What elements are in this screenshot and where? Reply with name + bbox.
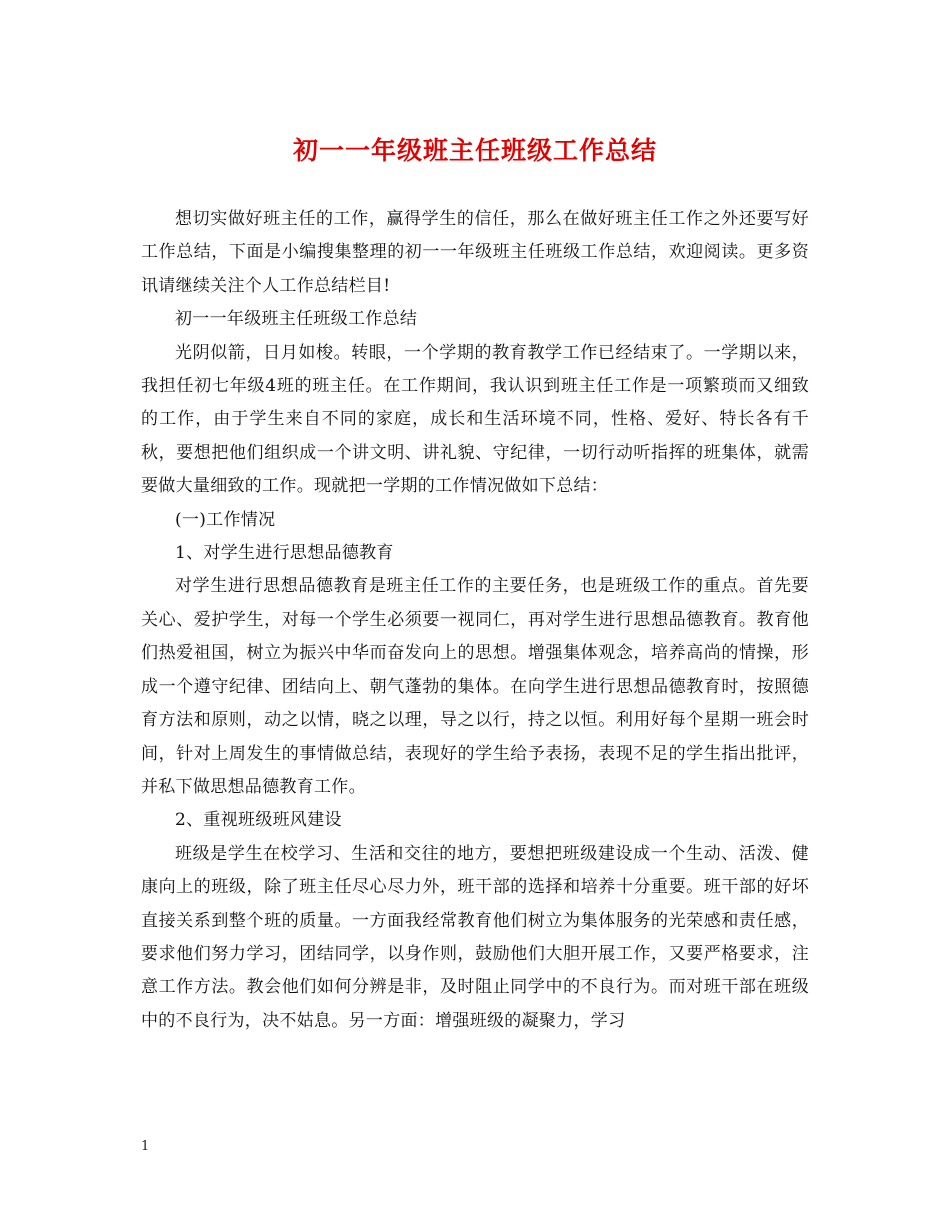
opening-paragraph: 光阴似箭，日月如梭。转眼，一个学期的教育教学工作已经结束了。一学期以来，我担任初七年级4班的班主任。在工作期间，我认识到班主任工作是一项繁琐而又细致的工作，由于学生来自不同的家庭，成长和生活环境不同，性格、爱好、特长各有千秋，要想把他们组织成一个讲文明、讲礼貌、守纪律，一切行动听指挥的班集体，就需要做大量细致的工作。现就把一学期的工作情况做如下总结： [141,342,809,497]
page-number: 1 [141,1139,150,1154]
document-title: 初一一年级班主任班级工作总结 [292,136,657,165]
class-culture-paragraph: 班级是学生在校学习、生活和交往的地方，要想把班级建设成一个生动、活泼、健康向上的班级，除了班主任尽心尽力外，班干部的选择和培养十分重要。班干部的好坏直接关系到整个班的质量。一方面我经常教育他们树立为集体服务的光荣感和责任感，要求他们努力学习，团结同学，以身作则，鼓励他们大胆开展工作，又要严格要求，注意工作方法。教会他们如何分辨是非，及时阻止同学中的不良行为。而对班干部在班级中的不良行为，决不姑息。另一方面：增强班级的凝聚力，学习 [141,843,809,1031]
subsection-heading-work-status: (一)工作情况 [175,509,276,530]
intro-paragraph: 想切实做好班主任的工作，赢得学生的信任，那么在做好班主任工作之外还要写好工作总结，下面是小编搜集整理的初一一年级班主任班级工作总结，欢迎阅读。更多资讯请继续关注个人工作总结栏目! [141,209,809,296]
document-body [141,203,809,1038]
moral-education-paragraph: 对学生进行思想品德教育是班主任工作的主要任务，也是班级工作的重点。首先要关心、爱护学生，对每一个学生必须要一视同仁，再对学生进行思想品德教育。教育他们热爱祖国，树立为振兴中华而奋发向上的思想。增强集体观念，培养高尚的情操，形成一个遵守纪律、团结向上、朝气蓬勃的集体。在向学生进行思想品德教育时，按照德育方法和原则，动之以情，晓之以理，导之以行，持之以恒。利用好每个星期一班会时间，针对上周发生的事情做总结，表现好的学生给予表扬，表现不足的学生指出批评，并私下做思想品德教育工作。 [141,576,809,797]
item-heading-class-culture: 2、重视班级班风建设 [175,810,342,831]
item-heading-moral-education: 1、对学生进行思想品德教育 [175,543,394,564]
section-heading: 初一一年级班主任班级工作总结 [175,309,418,330]
